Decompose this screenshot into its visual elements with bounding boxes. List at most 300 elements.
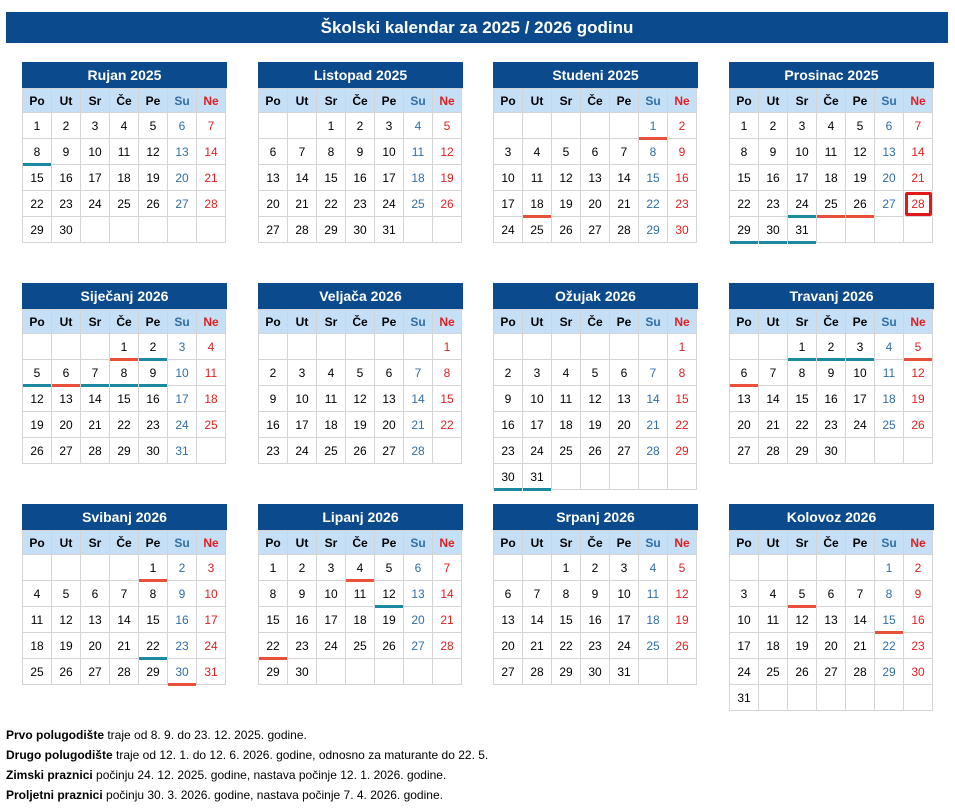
empty-cell <box>552 464 581 490</box>
month-calendar <box>22 283 227 464</box>
day-cell: 1 <box>552 555 581 581</box>
day-cell: 5 <box>52 581 81 607</box>
empty-cell <box>168 217 197 243</box>
day-cell: 26 <box>433 191 462 217</box>
day-cell: 17 <box>610 607 639 633</box>
day-cell: 8 <box>433 360 462 386</box>
day-cell: 8 <box>730 139 759 165</box>
day-cell: 10 <box>494 165 523 191</box>
weekday-header: Ne <box>904 310 933 334</box>
day-cell: 25 <box>197 412 226 438</box>
weekday-header: Pe <box>139 310 168 334</box>
day-cell: 10 <box>788 139 817 165</box>
empty-cell <box>317 334 346 360</box>
month-title: Prosinac 2025 <box>729 62 934 88</box>
day-cell: 3 <box>168 334 197 360</box>
empty-cell <box>375 334 404 360</box>
note-bold: Proljetni praznici <box>6 788 103 802</box>
month-days-grid <box>258 88 463 243</box>
day-cell: 27 <box>81 659 110 685</box>
day-cell: 8 <box>139 581 168 607</box>
day-cell: 9 <box>581 581 610 607</box>
day-cell: 2 <box>817 334 846 360</box>
month-title: Ožujak 2026 <box>493 283 698 309</box>
day-cell: 16 <box>494 412 523 438</box>
weekday-header: Ut <box>523 310 552 334</box>
day-cell: 12 <box>788 607 817 633</box>
day-cell: 19 <box>23 412 52 438</box>
day-cell: 24 <box>197 633 226 659</box>
note-bold: Prvo polugodište <box>6 728 105 742</box>
day-cell: 1 <box>875 555 904 581</box>
day-cell: 15 <box>875 607 904 633</box>
empty-cell <box>610 464 639 490</box>
day-cell: 2 <box>288 555 317 581</box>
day-cell: 11 <box>523 165 552 191</box>
day-cell: 25 <box>23 659 52 685</box>
day-cell: 9 <box>52 139 81 165</box>
day-cell: 23 <box>759 191 788 217</box>
note-line <box>6 765 488 785</box>
day-cell: 25 <box>346 633 375 659</box>
day-cell: 11 <box>552 386 581 412</box>
day-cell: 4 <box>552 360 581 386</box>
day-cell: 5 <box>375 555 404 581</box>
day-cell: 27 <box>494 659 523 685</box>
day-cell: 28 <box>523 659 552 685</box>
day-cell: 2 <box>759 113 788 139</box>
day-cell: 26 <box>52 659 81 685</box>
weekday-header: Če <box>817 89 846 113</box>
weekday-header: Su <box>875 89 904 113</box>
day-cell: 22 <box>23 191 52 217</box>
empty-cell <box>259 334 288 360</box>
day-cell: 12 <box>433 139 462 165</box>
weekday-header: Ut <box>52 531 81 555</box>
day-cell: 10 <box>81 139 110 165</box>
day-cell: 30 <box>581 659 610 685</box>
day-cell: 12 <box>846 139 875 165</box>
day-cell: 3 <box>494 139 523 165</box>
day-cell: 14 <box>523 607 552 633</box>
day-cell: 12 <box>668 581 697 607</box>
day-cell: 25 <box>552 438 581 464</box>
day-cell: 10 <box>846 360 875 386</box>
weekday-header: Su <box>168 310 197 334</box>
note-text: počinju 30. 3. 2026. godine, nastava počinje 7. 4. 2026. godine. <box>102 788 443 802</box>
day-cell: 19 <box>552 191 581 217</box>
weekday-header: Pe <box>846 89 875 113</box>
day-cell: 28 <box>404 438 433 464</box>
empty-cell <box>139 217 168 243</box>
day-cell: 29 <box>639 217 668 243</box>
day-cell: 31 <box>788 217 817 243</box>
day-cell: 6 <box>581 139 610 165</box>
month-calendar <box>729 504 934 711</box>
month-calendar <box>22 504 227 685</box>
empty-cell <box>581 464 610 490</box>
day-cell: 15 <box>139 607 168 633</box>
day-cell: 17 <box>788 165 817 191</box>
empty-cell <box>404 217 433 243</box>
day-cell: 5 <box>346 360 375 386</box>
day-cell: 17 <box>81 165 110 191</box>
day-cell: 16 <box>759 165 788 191</box>
day-cell: 25 <box>875 412 904 438</box>
day-cell: 16 <box>346 165 375 191</box>
day-cell: 26 <box>552 217 581 243</box>
day-cell: 8 <box>259 581 288 607</box>
day-cell: 14 <box>433 581 462 607</box>
weekday-header: Če <box>817 310 846 334</box>
day-cell: 10 <box>197 581 226 607</box>
day-cell: 2 <box>346 113 375 139</box>
weekday-header: Pe <box>375 89 404 113</box>
day-cell: 4 <box>317 360 346 386</box>
day-cell: 24 <box>317 633 346 659</box>
day-cell: 8 <box>552 581 581 607</box>
day-cell: 14 <box>404 386 433 412</box>
day-cell: 16 <box>52 165 81 191</box>
empty-cell <box>404 334 433 360</box>
day-cell: 26 <box>139 191 168 217</box>
empty-cell <box>875 685 904 711</box>
weekday-header: Sr <box>81 89 110 113</box>
day-cell: 26 <box>668 633 697 659</box>
empty-cell <box>197 217 226 243</box>
empty-cell <box>346 659 375 685</box>
day-cell: 21 <box>81 412 110 438</box>
empty-cell <box>81 334 110 360</box>
day-cell: 19 <box>788 633 817 659</box>
day-cell: 27 <box>581 217 610 243</box>
note-text: traje od 8. 9. do 23. 12. 2025. godine. <box>104 728 307 742</box>
month-title: Srpanj 2026 <box>493 504 698 530</box>
weekday-header: Če <box>581 89 610 113</box>
day-cell: 20 <box>375 412 404 438</box>
month-title: Studeni 2025 <box>493 62 698 88</box>
empty-cell <box>730 334 759 360</box>
empty-cell <box>433 438 462 464</box>
day-cell: 15 <box>110 386 139 412</box>
day-cell: 19 <box>581 412 610 438</box>
day-cell: 19 <box>904 386 933 412</box>
day-cell: 5 <box>788 581 817 607</box>
day-cell: 4 <box>759 581 788 607</box>
empty-cell <box>433 217 462 243</box>
day-cell: 20 <box>259 191 288 217</box>
note-bold: Zimski praznici <box>6 768 93 782</box>
day-cell: 25 <box>404 191 433 217</box>
day-cell: 27 <box>168 191 197 217</box>
day-cell: 16 <box>581 607 610 633</box>
empty-cell <box>494 555 523 581</box>
day-cell: 20 <box>730 412 759 438</box>
weekday-header: Po <box>730 310 759 334</box>
weekday-header: Ne <box>433 531 462 555</box>
day-cell: 31 <box>375 217 404 243</box>
empty-cell <box>639 464 668 490</box>
day-cell: 16 <box>259 412 288 438</box>
day-cell: 15 <box>23 165 52 191</box>
day-cell: 24 <box>523 438 552 464</box>
day-cell: 8 <box>668 360 697 386</box>
day-cell: 30 <box>346 217 375 243</box>
weekday-header: Sr <box>552 89 581 113</box>
day-cell: 9 <box>168 581 197 607</box>
day-cell: 3 <box>375 113 404 139</box>
day-cell: 23 <box>139 412 168 438</box>
day-cell: 25 <box>523 217 552 243</box>
day-cell: 11 <box>875 360 904 386</box>
day-cell: 21 <box>846 633 875 659</box>
day-cell: 6 <box>168 113 197 139</box>
empty-cell <box>523 555 552 581</box>
weekday-header: Če <box>581 310 610 334</box>
day-cell: 2 <box>668 113 697 139</box>
empty-cell <box>288 334 317 360</box>
day-cell: 19 <box>668 607 697 633</box>
day-cell: 3 <box>81 113 110 139</box>
weekday-header: Po <box>259 310 288 334</box>
month-title: Travanj 2026 <box>729 283 934 309</box>
day-cell: 10 <box>730 607 759 633</box>
note-line <box>6 785 488 805</box>
empty-cell <box>433 659 462 685</box>
weekday-header: Ut <box>759 89 788 113</box>
empty-cell <box>581 334 610 360</box>
day-cell: 13 <box>168 139 197 165</box>
day-cell: 19 <box>139 165 168 191</box>
day-cell: 20 <box>581 191 610 217</box>
day-cell: 14 <box>610 165 639 191</box>
day-cell: 13 <box>581 165 610 191</box>
day-cell: 9 <box>494 386 523 412</box>
weekday-header: Po <box>494 89 523 113</box>
day-cell: 19 <box>52 633 81 659</box>
weekday-header: Su <box>404 89 433 113</box>
day-cell: 22 <box>433 412 462 438</box>
weekday-header: Ne <box>668 89 697 113</box>
month-calendar <box>258 504 463 685</box>
day-cell: 4 <box>110 113 139 139</box>
day-cell: 10 <box>317 581 346 607</box>
day-cell: 29 <box>875 659 904 685</box>
day-cell: 27 <box>259 217 288 243</box>
day-cell: 9 <box>288 581 317 607</box>
day-cell: 7 <box>404 360 433 386</box>
day-cell: 27 <box>375 438 404 464</box>
day-cell: 9 <box>346 139 375 165</box>
day-cell: 30 <box>288 659 317 685</box>
note-text: počinju 24. 12. 2025. godine, nastava počinje 12. 1. 2026. godine. <box>92 768 447 782</box>
day-cell: 31 <box>730 685 759 711</box>
day-cell: 31 <box>197 659 226 685</box>
day-cell: 14 <box>639 386 668 412</box>
day-cell: 14 <box>288 165 317 191</box>
day-cell: 15 <box>788 386 817 412</box>
day-cell: 22 <box>139 633 168 659</box>
weekday-header: Ut <box>288 310 317 334</box>
day-cell: 1 <box>668 334 697 360</box>
day-cell: 25 <box>110 191 139 217</box>
day-cell: 14 <box>197 139 226 165</box>
empty-cell <box>846 555 875 581</box>
day-cell: 14 <box>846 607 875 633</box>
day-cell: 28 <box>197 191 226 217</box>
empty-cell <box>668 464 697 490</box>
weekday-header: Ne <box>668 531 697 555</box>
month-days-grid <box>22 530 227 685</box>
day-cell: 7 <box>846 581 875 607</box>
empty-cell <box>317 659 346 685</box>
day-cell: 13 <box>610 386 639 412</box>
page-title: Školski kalendar za 2025 / 2026 godinu <box>6 12 948 43</box>
day-cell: 22 <box>639 191 668 217</box>
day-cell: 20 <box>404 607 433 633</box>
day-cell: 30 <box>139 438 168 464</box>
day-cell: 29 <box>317 217 346 243</box>
weekday-header: Su <box>404 310 433 334</box>
weekday-header: Ne <box>433 310 462 334</box>
day-cell: 14 <box>81 386 110 412</box>
day-cell: 29 <box>259 659 288 685</box>
empty-cell <box>404 659 433 685</box>
empty-cell <box>288 113 317 139</box>
day-cell: 26 <box>846 191 875 217</box>
weekday-header: Sr <box>552 310 581 334</box>
day-cell: 5 <box>433 113 462 139</box>
day-cell: 28 <box>610 217 639 243</box>
day-cell: 6 <box>375 360 404 386</box>
weekday-header: Sr <box>788 89 817 113</box>
day-cell: 22 <box>668 412 697 438</box>
day-cell: 8 <box>639 139 668 165</box>
day-cell: 18 <box>759 633 788 659</box>
weekday-header: Ut <box>52 89 81 113</box>
weekday-header: Pe <box>139 531 168 555</box>
day-cell: 18 <box>346 607 375 633</box>
day-cell: 12 <box>52 607 81 633</box>
weekday-header: Ne <box>668 310 697 334</box>
weekday-header: Ut <box>288 89 317 113</box>
day-cell: 4 <box>639 555 668 581</box>
month-days-grid <box>729 88 934 243</box>
day-cell: 12 <box>346 386 375 412</box>
empty-cell <box>81 217 110 243</box>
day-cell: 24 <box>81 191 110 217</box>
day-cell: 10 <box>375 139 404 165</box>
day-cell: 8 <box>110 360 139 386</box>
day-cell: 24 <box>288 438 317 464</box>
month-days-grid <box>493 88 698 243</box>
weekday-header: Ne <box>197 310 226 334</box>
day-cell: 14 <box>759 386 788 412</box>
day-cell: 19 <box>346 412 375 438</box>
day-cell: 9 <box>259 386 288 412</box>
notes <box>6 725 488 805</box>
empty-cell <box>904 438 933 464</box>
empty-cell <box>904 685 933 711</box>
day-cell: 12 <box>904 360 933 386</box>
day-cell: 18 <box>817 165 846 191</box>
day-cell: 22 <box>875 633 904 659</box>
day-cell: 17 <box>846 386 875 412</box>
empty-cell <box>875 217 904 243</box>
day-cell: 5 <box>581 360 610 386</box>
month-calendar <box>493 283 698 490</box>
day-cell: 3 <box>610 555 639 581</box>
day-cell: 16 <box>288 607 317 633</box>
day-cell: 12 <box>23 386 52 412</box>
day-cell: 23 <box>259 438 288 464</box>
day-cell: 7 <box>110 581 139 607</box>
day-cell: 29 <box>110 438 139 464</box>
day-cell: 22 <box>317 191 346 217</box>
day-cell: 15 <box>552 607 581 633</box>
day-cell: 26 <box>788 659 817 685</box>
weekday-header: Če <box>110 89 139 113</box>
empty-cell <box>904 217 933 243</box>
month-title: Kolovoz 2026 <box>729 504 934 530</box>
day-cell: 28 <box>759 438 788 464</box>
day-cell: 21 <box>904 165 933 191</box>
weekday-header: Pe <box>375 310 404 334</box>
day-cell: 18 <box>317 412 346 438</box>
weekday-header: Sr <box>81 531 110 555</box>
weekday-header: Su <box>639 531 668 555</box>
weekday-header: Če <box>346 310 375 334</box>
day-cell: 10 <box>523 386 552 412</box>
month-calendar <box>22 62 227 243</box>
day-cell: 26 <box>904 412 933 438</box>
day-cell: 18 <box>110 165 139 191</box>
empty-cell <box>817 685 846 711</box>
weekday-header: Sr <box>788 310 817 334</box>
day-cell: 2 <box>904 555 933 581</box>
day-cell: 13 <box>52 386 81 412</box>
day-cell: 28 <box>81 438 110 464</box>
empty-cell <box>52 334 81 360</box>
day-cell: 6 <box>610 360 639 386</box>
weekday-header: Ne <box>433 89 462 113</box>
empty-cell <box>552 113 581 139</box>
day-cell: 6 <box>730 360 759 386</box>
day-cell: 18 <box>197 386 226 412</box>
empty-cell <box>197 438 226 464</box>
day-cell: 9 <box>668 139 697 165</box>
day-cell: 4 <box>817 113 846 139</box>
weekday-header: Pe <box>610 531 639 555</box>
note-line <box>6 725 488 745</box>
day-cell: 12 <box>552 165 581 191</box>
month-title: Veljača 2026 <box>258 283 463 309</box>
day-cell: 8 <box>317 139 346 165</box>
day-cell: 31 <box>523 464 552 490</box>
month-days-grid <box>22 88 227 243</box>
day-cell: 15 <box>730 165 759 191</box>
day-cell: 19 <box>375 607 404 633</box>
day-cell: 9 <box>759 139 788 165</box>
day-cell: 2 <box>581 555 610 581</box>
weekday-header: Če <box>110 531 139 555</box>
day-cell: 23 <box>346 191 375 217</box>
day-cell: 23 <box>168 633 197 659</box>
day-cell: 1 <box>23 113 52 139</box>
day-cell: 7 <box>904 113 933 139</box>
day-cell: 23 <box>904 633 933 659</box>
day-cell: 17 <box>288 412 317 438</box>
